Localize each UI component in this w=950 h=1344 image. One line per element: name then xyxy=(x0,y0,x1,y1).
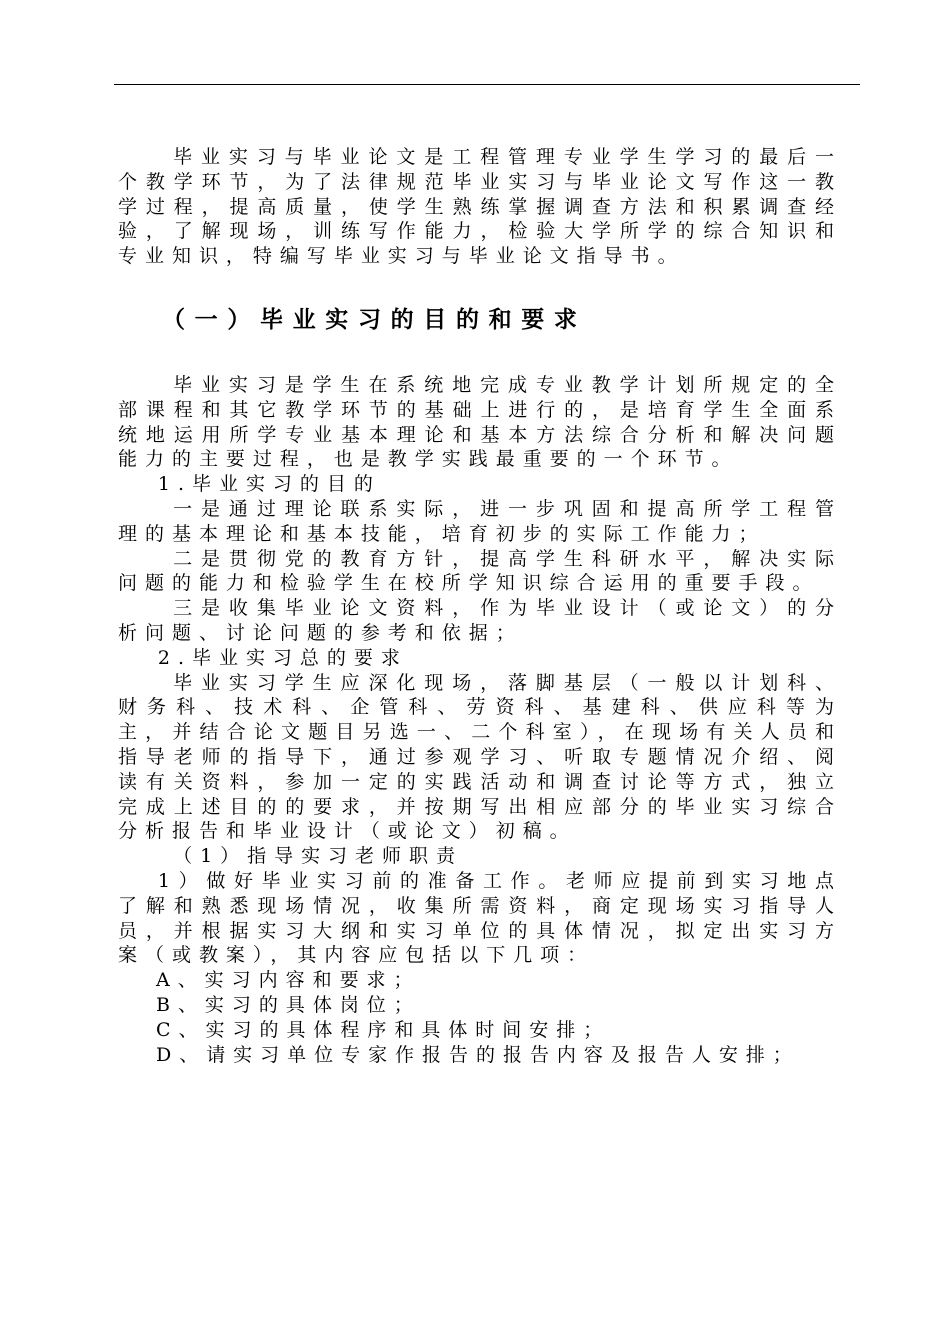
purpose-item-3: 三是收集毕业论文资料，作为毕业设计（或论文）的分析问题、讨论问题的参考和依据； xyxy=(118,597,842,644)
purpose-item-1: 一是通过理论联系实际，进一步巩固和提高所学工程管理的基本理论和基本技能，培育初步的实际工作能力； xyxy=(118,497,842,545)
intro-paragraph: 毕业实习与毕业论文是工程管理专业学生学习的最后一个教学环节，为了法律规范毕业实习与毕业论文写作这一教学过程，提高质量，使学生熟练掌握调查方法和积累调查经验，了解现场，训练写作能力，检验大学所学的综合知识和专业知识，特编写毕业实习与毕业论文指导书。 xyxy=(118,146,842,268)
purpose-item-2: 二是贯彻党的教育方针，提高学生科研水平，解决实际问题的能力和检验学生在校所学知识综合运用的重要手段。 xyxy=(118,547,842,595)
duty-list-item-d: D、请实习单位专家作报告的报告内容及报告人安排； xyxy=(156,1043,800,1066)
purpose-heading: 1.毕业实习的目的 xyxy=(157,473,381,496)
duties-heading: （1）指导实习老师职责 xyxy=(173,845,463,868)
requirements-heading: 2.毕业实习总的要求 xyxy=(157,646,408,669)
duty-item-1: 1）做好毕业实习前的准备工作。老师应提前到实习地点了解和熟悉现场情况，收集所需资料，商定现场实习指导人员，并根据实习大纲和实习单位的具体情况，拟定出实习方案（或教案），其内容应包括以下几项： xyxy=(118,869,842,967)
duty-list-item-c: C、实习的具体程序和具体时间安排； xyxy=(156,1018,611,1041)
duty-list-item-a: A、实习内容和要求； xyxy=(156,969,421,992)
header-rule xyxy=(114,84,860,85)
section-heading: （一）毕业实习的目的和要求 xyxy=(162,306,587,333)
requirements-paragraph: 毕业实习学生应深化现场，落脚基层（一般以计划科、财务科、技术科、企管科、劳资科、基建科、供应科等为主，并结合论文题目另选一、二个科室），在现场有关人员和指导老师的指导下，通过参观学习、听取专题情况介绍、阅读有关资料，参加一定的实践活动和调查讨论等方式，独立完成上述目的的要求，并按期写出相应部分的毕业实习综合分析报告和毕业设计（或论文）初稿。 xyxy=(118,671,842,843)
duty-list-item-b: B、实习的具体岗位； xyxy=(156,993,421,1016)
section-intro-paragraph: 毕业实习是学生在系统地完成专业教学计划所规定的全部课程和其它教学环节的基础上进行的，是培育学生全面系统地运用所学专业基本理论和基本方法综合分析和解决问题能力的主要过程，也是教学实践最重要的一个环节。 xyxy=(118,373,842,471)
document-body xyxy=(118,145,842,1067)
